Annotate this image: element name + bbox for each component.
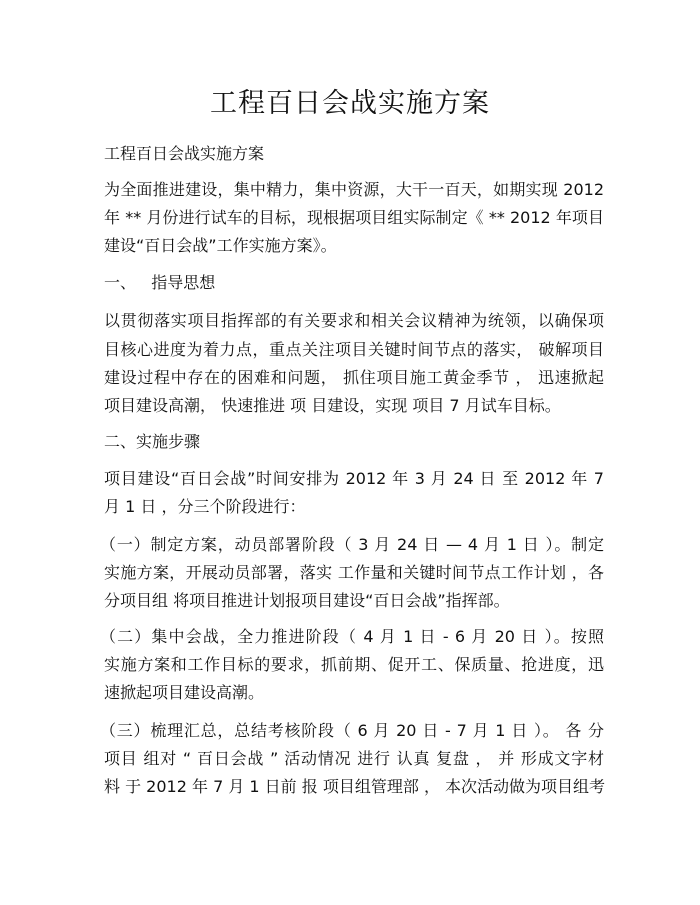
- phase3-line: （三）梳理汇总，总结考核阶段（ 6 月 20 日 - 7 月 1 日 ）。 各 分: [100, 721, 604, 740]
- phase1-line: 分项目组 将项目推进计划报项目建设“百日会战”指挥部。: [104, 591, 510, 610]
- phase2-line: 速掀起项目建设高潮。: [104, 683, 265, 702]
- section1-line: 目核心进度为着力点，重点关注项目关键时间节点的落实， 破解项目: [104, 340, 604, 359]
- intro-line: 年 ** 月份进行试车的目标，现根据项目组实际制定《 ** 2012 年项目: [104, 208, 604, 227]
- section2-intro-line: 月 1 日 ，分三个阶段进行：: [104, 497, 306, 516]
- section1-line: 建设过程中存在的困难和问题， 抓住项目施工黄金季节 ， 迅速掀起: [104, 368, 604, 387]
- phase2-line: 实施方案和工作目标的要求，抓前期、促开工、保质量、抢进度，迅: [104, 655, 604, 674]
- section2-intro-line: 项目建设“百日会战”时间安排为 2012 年 3 月 24 日 至 2012 年 7: [104, 469, 604, 488]
- document-title: 工程百日会战实施方案: [210, 88, 490, 119]
- intro-line: 建设“百日会战”工作实施方案》。: [104, 236, 337, 255]
- section1-heading: 一、 指导思想: [104, 273, 216, 292]
- intro-line: 为全面推进建设，集中精力，集中资源，大干一百天，如期实现 2012: [104, 180, 604, 199]
- section1-line: 以贯彻落实项目指挥部的有关要求和相关会议精神为统领，以确保项: [104, 311, 604, 330]
- phase2-line: （二）集中会战，全力推进阶段（ 4 月 1 日 - 6 月 20 日 ）。按照: [100, 627, 604, 646]
- phase1-line: 实施方案，开展动员部署，落实 工作量和关键时间节点工作计划 ，各: [104, 563, 604, 582]
- section1-line: 项目建设高潮， 快速推进 项 目建设，实现 项目 7 月试车目标。: [104, 396, 561, 415]
- phase1-line: （一）制定方案，动员部署阶段（ 3 月 24 日 — 4 月 1 日 ）。制定: [100, 535, 604, 554]
- phase3-line: 料 于 2012 年 7 月 1 日前 报 项目组管理部 ， 本次活动做为项目组考: [104, 777, 606, 796]
- section2-heading: 二、实施步骤: [104, 432, 201, 451]
- phase3-line: 项目 组对 “ 百日会战 ” 活动情况 进行 认真 复盘 ， 并 形成文字材: [104, 749, 604, 768]
- document-subtitle: 工程百日会战实施方案: [104, 144, 265, 163]
